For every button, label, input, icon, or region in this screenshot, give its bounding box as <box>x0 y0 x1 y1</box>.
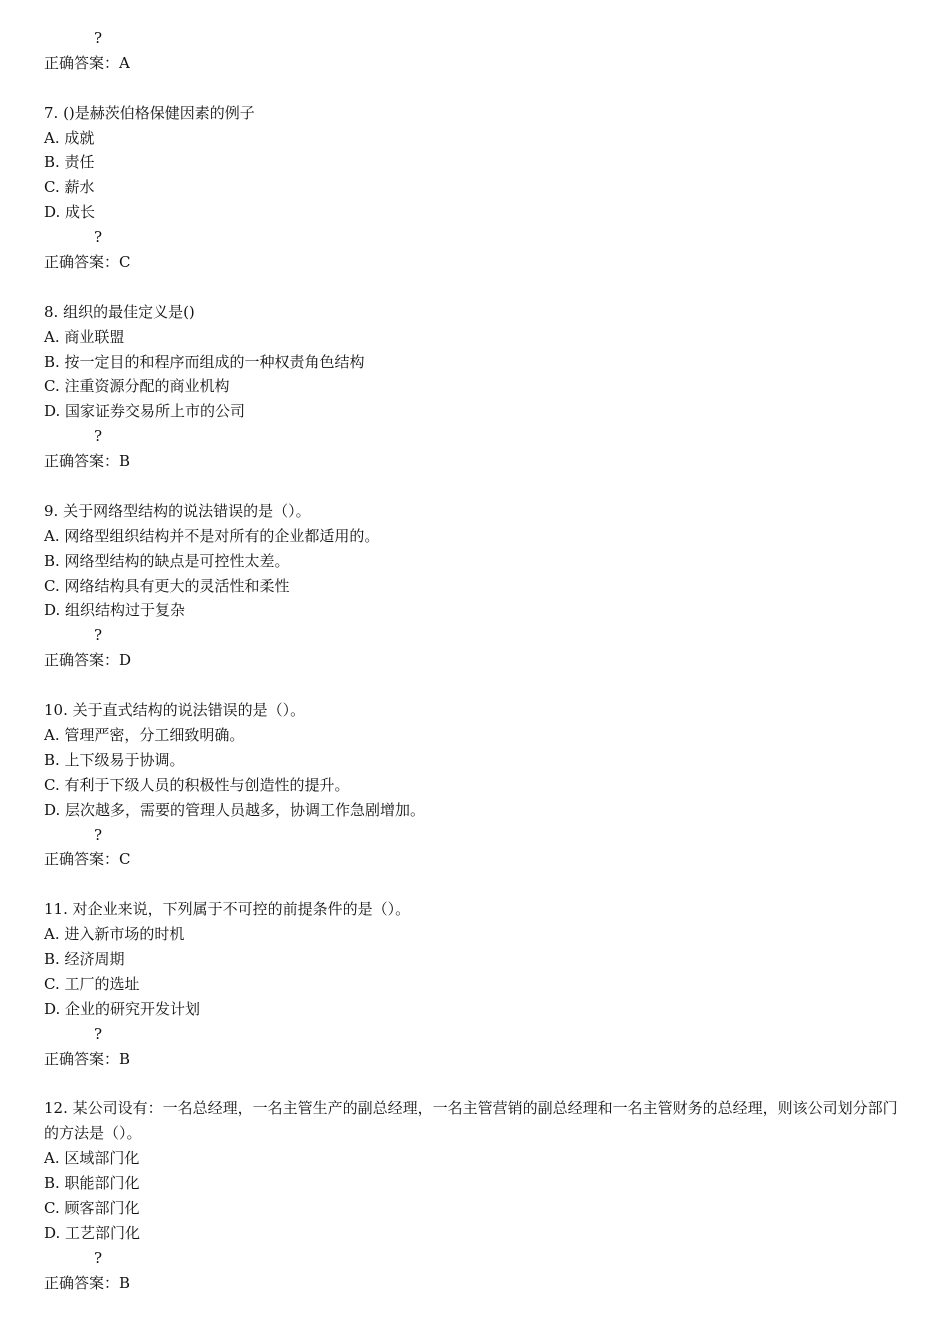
option-d: D. 组织结构过于复杂 <box>44 601 186 620</box>
option-c: C. 有利于下级人员的积极性与创造性的提升。 <box>44 775 350 794</box>
correct-answer: 正确答案：B <box>44 1049 131 1068</box>
correct-answer: 正确答案：C <box>44 253 131 272</box>
option-d: D. 国家证券交易所上市的公司 <box>44 402 246 421</box>
option-b: B. 网络型结构的缺点是可控性太差。 <box>44 551 290 570</box>
correct-answer: 正确答案：D <box>44 651 132 670</box>
question-mark: ? <box>94 228 103 247</box>
option-a: A. 商业联盟 <box>44 327 125 346</box>
option-a: A. 进入新市场的时机 <box>44 925 185 944</box>
question-stem: 11. 对企业来说，下列属于不可控的前提条件的是（）。 <box>44 900 411 919</box>
spacer <box>44 275 910 300</box>
document-page <box>44 26 910 1295</box>
option-a: A. 网络型组织结构并不是对所有的企业都适用的。 <box>44 526 380 545</box>
option-d: D. 层次越多，需要的管理人员越多，协调工作急剧增加。 <box>44 800 426 819</box>
option-a: A. 管理严密，分工细致明确。 <box>44 725 245 744</box>
question-stem: 9. 关于网络型结构的说法错误的是（）。 <box>44 501 311 520</box>
spacer <box>44 1071 910 1096</box>
question-mark: ? <box>94 29 103 47</box>
spacer <box>44 872 910 897</box>
spacer <box>44 673 910 698</box>
option-c: C. 注重资源分配的商业机构 <box>44 377 230 396</box>
option-b: B. 上下级易于协调。 <box>44 750 185 769</box>
question-block <box>44 101 910 275</box>
option-d: D. 企业的研究开发计划 <box>44 999 201 1018</box>
spacer <box>44 474 910 499</box>
option-c: C. 网络结构具有更大的灵活性和柔性 <box>44 576 290 595</box>
question-stem: 10. 关于直式结构的说法错误的是（）。 <box>44 701 306 720</box>
option-c: C. 薪水 <box>44 178 95 197</box>
option-a: A. 区域部门化 <box>44 1149 140 1168</box>
option-b: B. 责任 <box>44 153 95 172</box>
question-block <box>44 698 910 872</box>
spacer <box>44 76 910 101</box>
question-mark: ? <box>94 1024 103 1043</box>
correct-answer: 正确答案：B <box>44 452 131 471</box>
question-block <box>44 897 910 1071</box>
question-mark: ? <box>94 427 103 446</box>
correct-answer: 正确答案：A <box>44 53 130 72</box>
question-mark: ? <box>94 626 103 645</box>
correct-answer: 正确答案：C <box>44 850 131 869</box>
question-stem: 12. 某公司设有：一名总经理，一名主管生产的副总经理，一名主管营销的副总经理和一名主管财务的总经理，则该公司划分部门的方法是（）。 <box>44 1099 898 1143</box>
question-stem: 8. 组织的最佳定义是() <box>44 302 195 321</box>
option-b: B. 职能部门化 <box>44 1174 140 1192</box>
question-stem: 7. ()是赫茨伯格保健因素的例子 <box>44 103 255 122</box>
question-block <box>44 300 910 474</box>
option-d: D. 成长 <box>44 203 96 222</box>
option-a: A. 成就 <box>44 128 95 147</box>
question-mark: ? <box>94 1248 103 1267</box>
option-b: B. 按一定目的和程序而组成的一种权责角色结构 <box>44 352 365 371</box>
option-b: B. 经济周期 <box>44 949 125 968</box>
correct-answer: 正确答案：B <box>44 1273 131 1292</box>
question-block <box>44 499 910 673</box>
option-c: C. 工厂的选址 <box>44 974 140 993</box>
question-block <box>44 1096 910 1295</box>
option-d: D. 工艺部门化 <box>44 1223 141 1242</box>
question-mark: ? <box>94 825 103 844</box>
option-c: C. 顾客部门化 <box>44 1198 140 1217</box>
